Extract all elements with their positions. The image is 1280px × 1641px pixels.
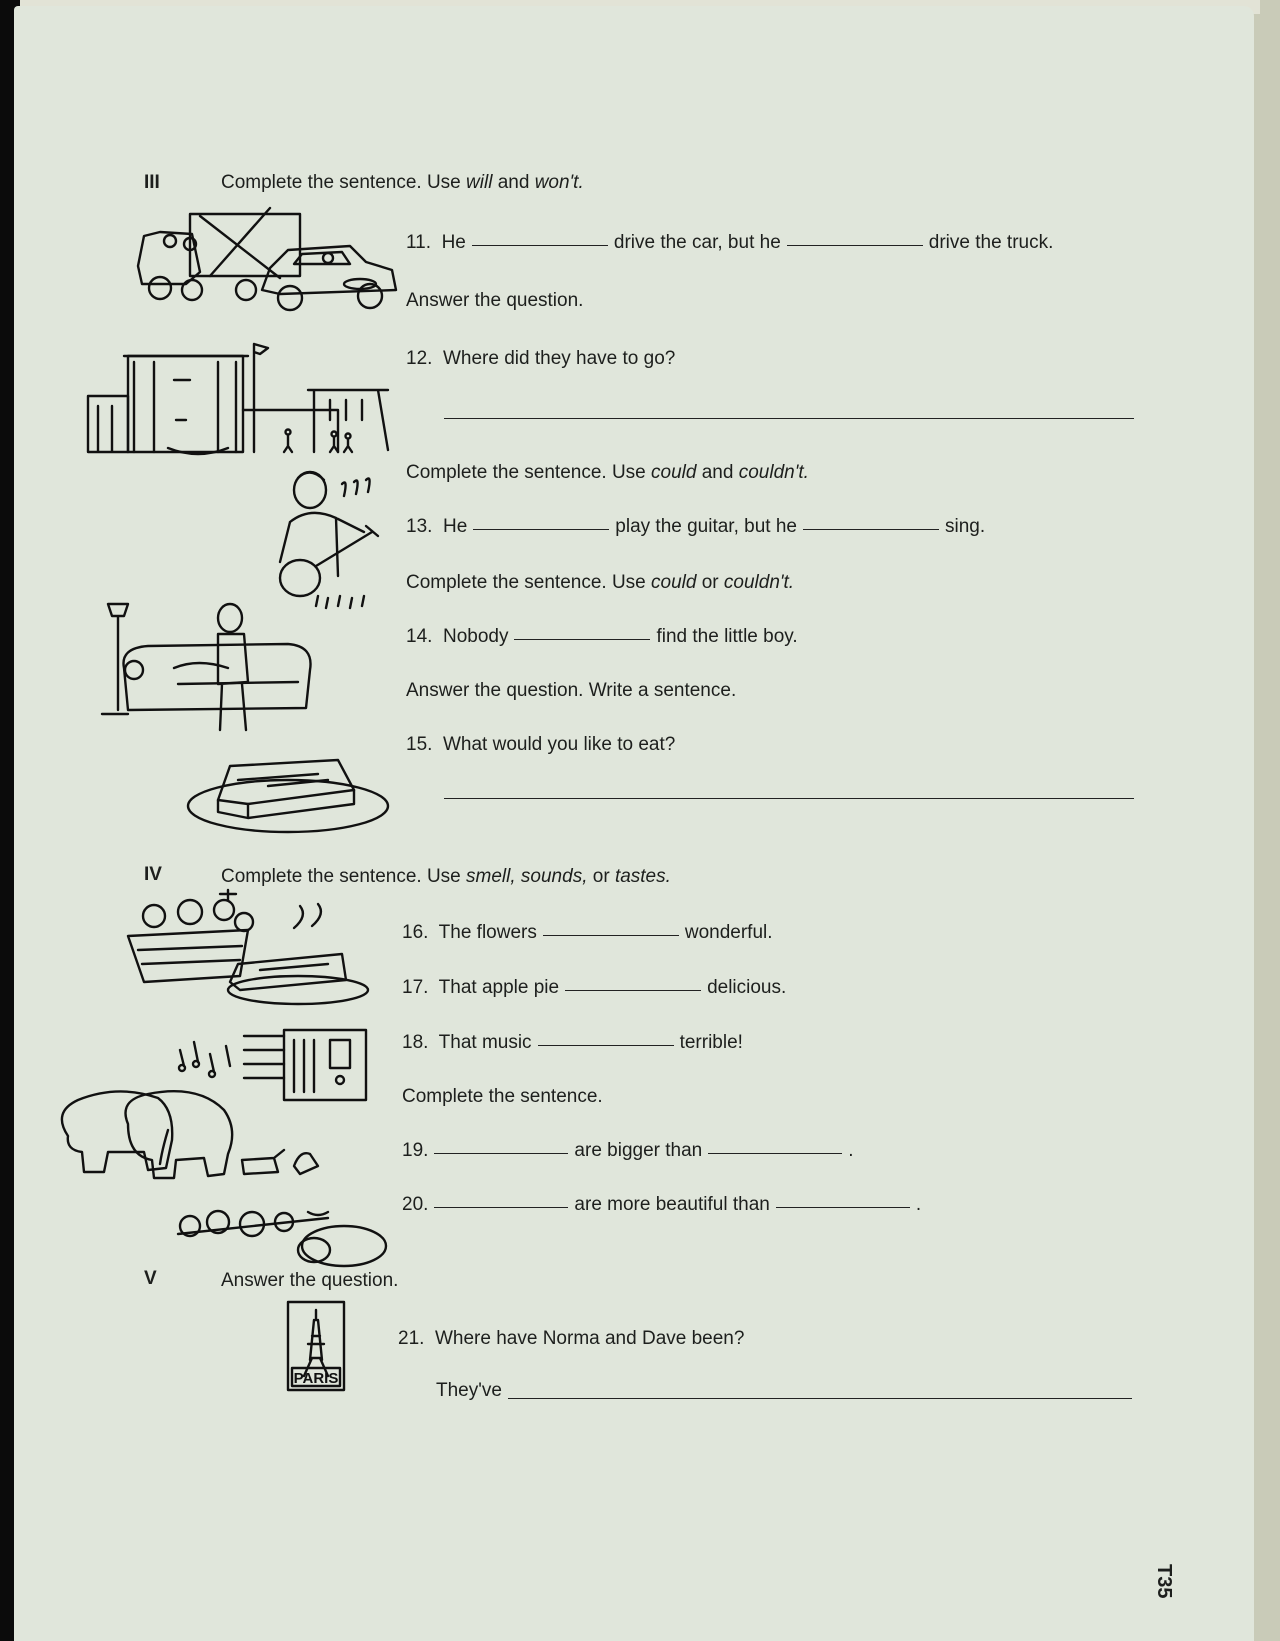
- answer-blank-19b[interactable]: [708, 1153, 842, 1154]
- answer-blank-17[interactable]: [565, 990, 701, 991]
- answer-blank-16[interactable]: [543, 935, 679, 936]
- paris-eiffel-tower-sign: [286, 1300, 348, 1396]
- question-17: 17. That apple pie delicious.: [402, 977, 787, 998]
- instruction-could-and: Complete the sentence. Use could and couldn't.: [406, 462, 809, 483]
- answer-line-21[interactable]: [508, 1398, 1132, 1399]
- page-number: T35: [1153, 1564, 1175, 1599]
- answer-line-12[interactable]: [444, 418, 1134, 419]
- instruction-write-sentence: Answer the question. Write a sentence.: [406, 680, 737, 701]
- answer-question-instruction: Answer the question.: [406, 290, 584, 311]
- instruction-could-or: Complete the sentence. Use could or couldn't.: [406, 572, 795, 593]
- answer-line-15[interactable]: [444, 798, 1134, 799]
- sandwich-plate-illustration: [178, 750, 398, 840]
- section-v-numeral: V: [144, 1268, 157, 1289]
- guitar-player-illustration: [266, 466, 396, 616]
- question-13: 13. He play the guitar, but he sing.: [406, 516, 986, 537]
- answer-blank-18[interactable]: [538, 1045, 674, 1046]
- paris-sign-text: PARIS: [293, 1370, 339, 1387]
- worksheet-page: [14, 6, 1254, 1641]
- elephants-and-dogs-illustration: [48, 1080, 348, 1190]
- question-20: 20. are more beautiful than .: [402, 1194, 922, 1215]
- truck-and-car-illustration: [130, 206, 410, 326]
- question-16: 16. The flowers wonderful.: [402, 922, 773, 943]
- answer-blank-11b[interactable]: [787, 245, 923, 246]
- complete-sentence-instruction: Complete the sentence.: [402, 1086, 603, 1107]
- section-v-instruction: Answer the question.: [221, 1270, 399, 1291]
- section-iv-numeral: IV: [144, 864, 162, 885]
- question-19: 19. are bigger than .: [402, 1140, 854, 1161]
- question-15: 15. What would you like to eat?: [406, 734, 676, 755]
- school-building-illustration: [78, 340, 408, 470]
- answer-blank-11a[interactable]: [472, 245, 608, 246]
- sofa-hiding-boy-illustration: [78, 598, 328, 738]
- answer-blank-13b[interactable]: [803, 529, 939, 530]
- question-14: 14. Nobody find the little boy.: [406, 626, 798, 647]
- question-12: 12. Where did they have to go?: [406, 348, 676, 369]
- question-21-answer-start: They've: [436, 1380, 502, 1401]
- answer-blank-13a[interactable]: [473, 529, 609, 530]
- answer-blank-20b[interactable]: [776, 1207, 910, 1208]
- question-18: 18. That music terrible!: [402, 1032, 743, 1053]
- section-iv-instruction: Complete the sentence. Use smell, sounds, or tastes.: [221, 866, 671, 887]
- section-iii-instruction: Complete the sentence. Use will and won't.: [221, 172, 584, 193]
- question-21: 21. Where have Norma and Dave been?: [398, 1328, 745, 1349]
- flowers-and-pie-illustration: [114, 890, 364, 1014]
- answer-blank-20a[interactable]: [434, 1207, 568, 1208]
- question-11: 11. He drive the car, but he drive the truck.: [406, 232, 1054, 253]
- flowers-and-potatoes-illustration: [168, 1206, 398, 1270]
- section-iii-numeral: III: [144, 172, 160, 193]
- answer-blank-19a[interactable]: [434, 1153, 568, 1154]
- answer-blank-14[interactable]: [514, 639, 650, 640]
